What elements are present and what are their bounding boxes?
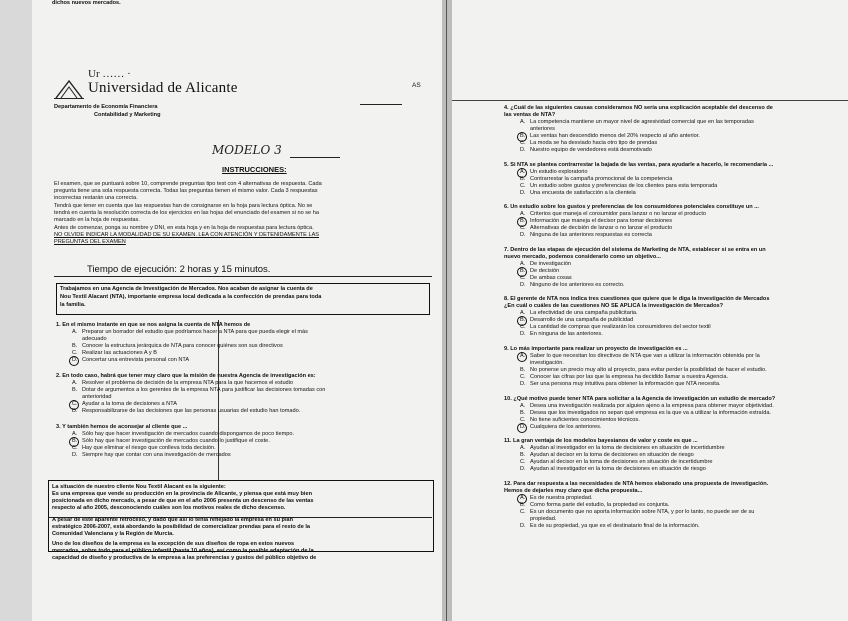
option-letter: D. bbox=[72, 408, 78, 414]
option-letter: A. bbox=[520, 168, 526, 175]
option-letter: B. bbox=[520, 367, 526, 373]
option-letter: A. bbox=[520, 494, 526, 501]
option-letter: B. bbox=[520, 501, 526, 508]
option-letter: D. bbox=[520, 281, 526, 288]
option-letter: D. bbox=[520, 381, 526, 387]
situation-line: mercados, sobre todo para el público infantil (hasta 10 años), así como la posible adaptación de la bbox=[52, 548, 314, 554]
option-text: Criterios que maneja el consumidor para lanzar o no lanzar el producto bbox=[530, 211, 706, 218]
option-text: Ayudan al investigador en la toma de decisiones en situación de incertidumbre bbox=[530, 445, 725, 452]
instruction-line: El examen, que se puntuará sobre 10, comprende preguntas tipo test con 4 alternativas de respuesta. Cada bbox=[54, 181, 322, 187]
option-letter: B. bbox=[520, 218, 526, 225]
question-stem: 9. Lo más importante para realizar un proyecto de investigación es ... bbox=[504, 346, 688, 352]
right-exam-page bbox=[452, 0, 848, 621]
option-text: Es un documento que no aporta información sobre NTA, y por lo tanto, no puede ser de su bbox=[530, 508, 755, 515]
option-letter: C. bbox=[72, 445, 78, 451]
option-letter: B. bbox=[72, 438, 78, 444]
option-text: Nuestro equipo de vendedores está desmotivado bbox=[530, 147, 652, 153]
option-letter: A. bbox=[520, 211, 526, 218]
question-stem: 10. ¿Qué motivo puede tener NTA para solicitar a la Agencia de investigación un estudio de mercado? bbox=[504, 395, 776, 402]
option-text-continuation: anteriores bbox=[530, 126, 555, 132]
option-letter: B. bbox=[520, 133, 526, 139]
instruction-line: tendrá en cuenta la resolución correcta de los ejercicios en las hojas del enunciado del examen si no se ha bbox=[54, 210, 319, 216]
question-stem: 4. ¿Cuál de las siguientes causas consideramos NO sería una explicación aceptable del descenso de bbox=[504, 105, 773, 111]
question-stem: 1. En el mismo instante en que se nos asigna la cuenta de NTA hemos de bbox=[56, 322, 251, 328]
option-letter: D. bbox=[520, 423, 526, 430]
option-text: Ninguno de los anteriores es correcto. bbox=[530, 281, 625, 288]
option-text: Resolver el problema de decisión de la empresa NTA para la que hacemos el estudio bbox=[82, 380, 294, 386]
option-letter: B. bbox=[520, 175, 526, 182]
option-text: Responsabilizarse de las decisiones que las personas usuarias del estudio han tomado. bbox=[82, 408, 301, 414]
situation-line: respecto al año 2005, desconociendo cuáles son los motivos reales de dicho descenso. bbox=[52, 505, 286, 511]
option-letter: C. bbox=[520, 508, 526, 515]
option-text-continuation: anterioridad bbox=[82, 394, 112, 400]
answer-circle bbox=[517, 352, 527, 362]
option-text: Es de su propiedad, ya que es el destinatario final de la información. bbox=[530, 522, 700, 529]
instruction-line: pregunta tiene una sola respuesta correcta. Todas las preguntas tienen el mismo valor. Cada 3 respuestas bbox=[54, 188, 318, 194]
option-letter: A. bbox=[72, 329, 78, 335]
option-text: La competencia mantiene un mayor nivel de agresividad comercial que en las temporadas bbox=[530, 119, 754, 125]
option-text: Preparar un borrador del estudio que podríamos hacer a NTA para que pueda elegir el más bbox=[82, 329, 308, 335]
instruction-line: NO OLVIDE INDICAR LA MODALIDAD DE SU EXAMEN. LEA CON ATENCIÓN Y DETENIDAMENTE LAS bbox=[54, 232, 320, 238]
university-name-top: Ur …… · bbox=[88, 68, 131, 80]
instruction-line: incorrectas restarán una correcta. bbox=[54, 195, 138, 201]
option-text: No ponerse un precio muy alto al proyecto, para evitar perder la posibilidad de hacer el estudio. bbox=[530, 367, 767, 373]
option-letter: D. bbox=[520, 189, 526, 196]
situation-line: Comunidad Valenciana y la Región de Murcia. bbox=[52, 531, 174, 537]
option-text: Ayudan al decisor en la toma de decisiones en situación de riesgo bbox=[530, 452, 694, 459]
situation-line: estratégico 2006-2007, está abordando la posibilidad de comercializar prendas para el resto de la bbox=[52, 524, 311, 530]
option-text: Alternativas de decisión de lanzar o no lanzar el producto bbox=[530, 225, 673, 232]
instruction-line: marcado en la hoja de respuestas. bbox=[54, 217, 140, 223]
university-logo-icon bbox=[54, 78, 84, 100]
option-letter: C. bbox=[520, 459, 526, 466]
question-stem: 3. Y también hemos de aconsejar al cliente que ... bbox=[56, 424, 188, 430]
option-letter: D. bbox=[72, 357, 78, 363]
option-letter: C. bbox=[72, 350, 78, 356]
option-letter: A. bbox=[520, 353, 526, 359]
option-text: Sólo hay que hacer investigación de mercados cuando dispongamos de poco tiempo. bbox=[82, 431, 295, 437]
option-text: Ninguna de las anteriores respuestas es correcta bbox=[530, 232, 652, 239]
question-stem: 2. En todo caso, habrá que tener muy claro que la misión de nuestra Agencia de investigación es: bbox=[56, 373, 316, 379]
option-text: Un estudio exploratorio bbox=[530, 168, 588, 175]
option-letter: C. bbox=[520, 274, 526, 281]
option-letter: D. bbox=[520, 522, 526, 529]
option-letter: A. bbox=[520, 402, 526, 409]
option-text: Una encuesta de satisfacción a la clientela bbox=[530, 189, 636, 196]
option-text: Saber lo que necesitan los directivos de NTA que van a utilizar la información obtenida por la bbox=[530, 353, 760, 359]
question-stem: 7. Dentro de las etapas de ejecución del sistema de Marketing de NTA, establecer si se entra en un bbox=[504, 246, 766, 253]
option-text: Realizar las actuaciones A y B bbox=[82, 350, 157, 356]
question-stem: las ventas de NTA? bbox=[504, 112, 556, 118]
option-letter: B. bbox=[520, 409, 526, 416]
right-header-mark: AS bbox=[412, 82, 421, 89]
option-letter: A. bbox=[72, 431, 78, 437]
page-gutter bbox=[442, 0, 452, 621]
option-text: No tiene suficientes conocimientos técnicos. bbox=[530, 416, 640, 423]
situation-title: La situación de nuestro cliente Nou Textil Alacant es la siguiente: bbox=[52, 484, 226, 490]
option-letter: D. bbox=[520, 466, 526, 473]
option-letter: A. bbox=[520, 310, 526, 317]
option-text: Contrarrestar la campaña promocional de la competencia bbox=[530, 175, 673, 182]
option-text: Desea que los investigados no sepan qué empresa es la que va a utilizar la información extraída. bbox=[530, 409, 771, 416]
question-stem: 5. Si NTA se plantea contrarrestar la bajada de las ventas, para ayudarle a hacerlo, le recomendaría ... bbox=[504, 161, 774, 168]
university-name: Universidad de Alicante bbox=[88, 80, 238, 96]
option-text: De investigación bbox=[530, 260, 572, 267]
option-letter: B. bbox=[72, 387, 78, 393]
instruction-line: Tendrá que tener en cuenta que las respuestas han de consignarse en la hoja para lectura óptica. No se bbox=[54, 203, 313, 209]
option-text: De ambas cosas bbox=[530, 274, 572, 281]
option-letter: C. bbox=[520, 324, 526, 331]
case-intro-line: Trabajamos en una Agencia de Investigación de Mercados. Nos acaban de asignar la cuenta de bbox=[60, 286, 313, 292]
question-stem: 6. Un estudio sobre los gustos y preferencias de los consumidores potenciales constituye un ... bbox=[504, 204, 759, 211]
instruction-line: Antes de comenzar, ponga su nombre y DNI, en esta hoja y en la hoja de respuestas para lectura óptica. bbox=[54, 225, 314, 231]
option-letter: C. bbox=[520, 225, 526, 232]
option-text: Ayudar a la toma de decisiones a NTA bbox=[82, 401, 177, 407]
case-intro-line: Nou Textil Alacant (NTA), importante empresa local dedicada a la confección de prendas para toda bbox=[60, 294, 322, 300]
option-text: Como forma parte del estudio, la propiedad es conjunta. bbox=[530, 501, 670, 508]
option-text: Información que maneja el decisor para tomar decisiones bbox=[530, 218, 673, 225]
option-text-continuation: investigación. bbox=[530, 360, 564, 366]
situation-line: capacidad de diseño y productiva de la empresa a las preferencias y gustos del público objetivo de bbox=[52, 555, 317, 561]
option-letter: D. bbox=[72, 452, 78, 458]
case-intro-line: la familia. bbox=[60, 302, 86, 308]
left-exam-page bbox=[32, 0, 442, 621]
option-text: Las ventas han descendido menos del 20% respecto al año anterior. bbox=[530, 133, 700, 139]
option-text: Desarrollo de una campaña de publicidad bbox=[530, 317, 634, 324]
option-letter: B. bbox=[520, 267, 526, 274]
option-letter: A. bbox=[520, 260, 526, 267]
option-text: La moda se ha desviado hacia otro tipo de prendas bbox=[530, 140, 658, 146]
answer-circle bbox=[517, 423, 527, 433]
option-text: Sólo hay que hacer investigación de mercados cuando lo justifique el coste. bbox=[82, 438, 270, 444]
execution-time: Tiempo de ejecución: 2 horas y 15 minutos. bbox=[87, 264, 271, 275]
situation-line: A pesar de este aparente retroceso, y dado que así lo tenía reflejado la empresa en su plan bbox=[52, 517, 294, 523]
option-text: Conocer las cifras por las que la empresa ha decidido llamar a nuestra Agencia. bbox=[530, 374, 729, 380]
department-name: Departamento de Economía Financiera bbox=[54, 104, 158, 110]
option-text: En ninguna de las anteriores. bbox=[530, 331, 603, 338]
question-stem: 11. La gran ventaja de los modelos bayesianos de valor y coste es que ... bbox=[504, 438, 698, 445]
question-stem: Hemos de dejarles muy claro que dicha propuesta... bbox=[504, 487, 643, 494]
option-text: Es de nuestra propiedad. bbox=[530, 494, 593, 501]
handwritten-model-label: MODELO 3 bbox=[212, 143, 282, 157]
option-letter: A. bbox=[72, 380, 78, 386]
option-text: Ser una persona muy intuitiva para obtener la información que NTA necesita. bbox=[530, 381, 721, 387]
option-letter: D. bbox=[520, 331, 526, 338]
option-text: Concertar una entrevista personal con NTA bbox=[82, 357, 190, 363]
option-text-continuation: propiedad. bbox=[530, 515, 557, 522]
option-letter: D. bbox=[520, 147, 526, 153]
option-letter: C. bbox=[72, 401, 78, 407]
option-letter: D. bbox=[520, 232, 526, 239]
option-letter: B. bbox=[72, 343, 78, 349]
situation-line: dichos nuevos mercados. bbox=[52, 0, 121, 6]
question-stem: 8. El gerente de NTA nos indica tres cuestiones que quiere que le diga la investigación de Mercados bbox=[504, 296, 770, 303]
option-text: Siempre hay que contar con una investigación de mercados bbox=[82, 452, 231, 458]
option-text: Hay que eliminar el riesgo que conlleva toda decisión. bbox=[82, 445, 216, 451]
area-name: Contabilidad y Marketing bbox=[94, 112, 161, 118]
option-letter: B. bbox=[520, 452, 526, 459]
option-text: Dotar de argumentos a los gerentes de la empresa NTA para justificar las decisiones tomadas con bbox=[82, 387, 326, 393]
option-text: Ayudan al decisor en la toma de decisiones en situación de incertidumbre bbox=[530, 459, 713, 466]
option-letter: B. bbox=[520, 317, 526, 324]
question-stem: ¿En cuál o cuáles de las cuestiones NO SE APLICA la investigación de Mercados? bbox=[504, 303, 724, 310]
option-letter: A. bbox=[520, 445, 526, 452]
option-text: De decisión bbox=[530, 267, 560, 274]
instruction-line: PREGUNTAS DEL EXAMEN bbox=[54, 239, 126, 245]
option-text-continuation: adecuado bbox=[82, 336, 107, 342]
situation-line: posicionada en dicho mercado, a pesar de que en el año 2006 presenta un descenso de las ventas bbox=[52, 498, 314, 504]
option-text: Conocer la estructura jerárquica de NTA para conocer quiénes son sus directivos bbox=[82, 343, 283, 349]
answer-circle bbox=[69, 356, 79, 366]
option-text: Cualquiera de los anteriores. bbox=[530, 423, 602, 430]
option-text: La cantidad de compras que realizarán los consumidores del sector textil bbox=[530, 324, 711, 331]
option-text: La efectividad de una campaña publicitaria. bbox=[530, 310, 638, 317]
option-letter: C. bbox=[520, 416, 526, 423]
option-text: Ayudan al investigador en la toma de decisiones en situación de riesgo bbox=[530, 466, 706, 473]
option-text: Desea una investigación realizada por alguien ajeno a la empresa para obtener mayor objetividad. bbox=[530, 402, 774, 409]
instructions-title: INSTRUCCIONES: bbox=[222, 165, 287, 174]
situation-line: Uno de los diseños de la empresa es la excepción de sus diseños de ropa en estos nuevos bbox=[52, 541, 295, 547]
question-stem: 12. Para dar respuesta a las necesidades de NTA hemos elaborado una propuesta de investigación. bbox=[504, 480, 769, 487]
situation-line: Es una empresa que vende su producción en la provincia de Alicante, y piensa que está muy bien bbox=[52, 491, 312, 497]
option-letter: C. bbox=[520, 182, 526, 189]
option-letter: C. bbox=[520, 140, 526, 146]
option-letter: C. bbox=[520, 374, 526, 380]
option-letter: A. bbox=[520, 119, 526, 125]
option-text: Un estudio sobre gustos y preferencias de los clientes para esta temporada bbox=[530, 182, 718, 189]
question-stem: nuevo mercado, podemos considerarlo como un objetivo... bbox=[504, 253, 661, 260]
